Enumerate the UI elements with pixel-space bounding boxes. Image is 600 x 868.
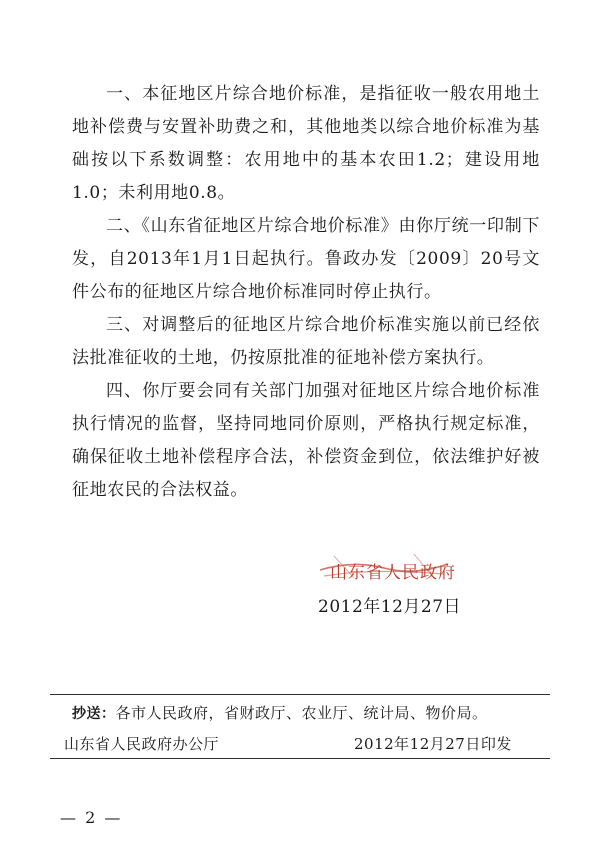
cc-line (72, 702, 542, 723)
page-number: — 2 — (60, 808, 123, 827)
signature-block (300, 552, 540, 622)
cc-label: 抄送： (72, 706, 116, 722)
print-date: 2012年12月27日印发 (354, 735, 512, 753)
footer-divider-bottom (50, 758, 550, 759)
paragraph-4: 四、你厅要会同有关部门加强对征地区片综合地价标准执行情况的监督，坚持同地同价原则，严格执行规定标准，确保征收土地补偿程序合法，补偿资金到位，依法维护好被征地农民的合法权益。 (72, 381, 540, 500)
issuer: 山东省人民政府办公厅 (64, 735, 220, 753)
footer-divider-top (50, 694, 550, 695)
signature-date: 2012年12月27日 (318, 597, 462, 617)
paragraph-2: 二、《山东省征地区片综合地价标准》由你厅统一印制下发，自2013年1月1日起执行。鲁政办发〔2009〕20号文件公布的征地区片综合地价标准同时停止执行。 (72, 216, 540, 302)
document-body (72, 78, 540, 507)
cc-recipients: 各市人民政府，省财政厅、农业厅、统计局、物价局。 (115, 704, 488, 722)
seal-text: 山东省人民政府 (330, 563, 456, 583)
paragraph-1: 一、本征地区片综合地价标准，是指征收一般农用地土地补偿费与安置补助费之和，其他地类以综合地价标准为基础按以下系数调整：农用地中的基本农田1.2；建设用地1.0；未利用地0.8。 (72, 84, 540, 203)
paragraph-3: 三、对调整后的征地区片综合地价标准实施以前已经依法批准征收的土地，仍按原批准的征地补偿方案执行。 (72, 315, 540, 368)
